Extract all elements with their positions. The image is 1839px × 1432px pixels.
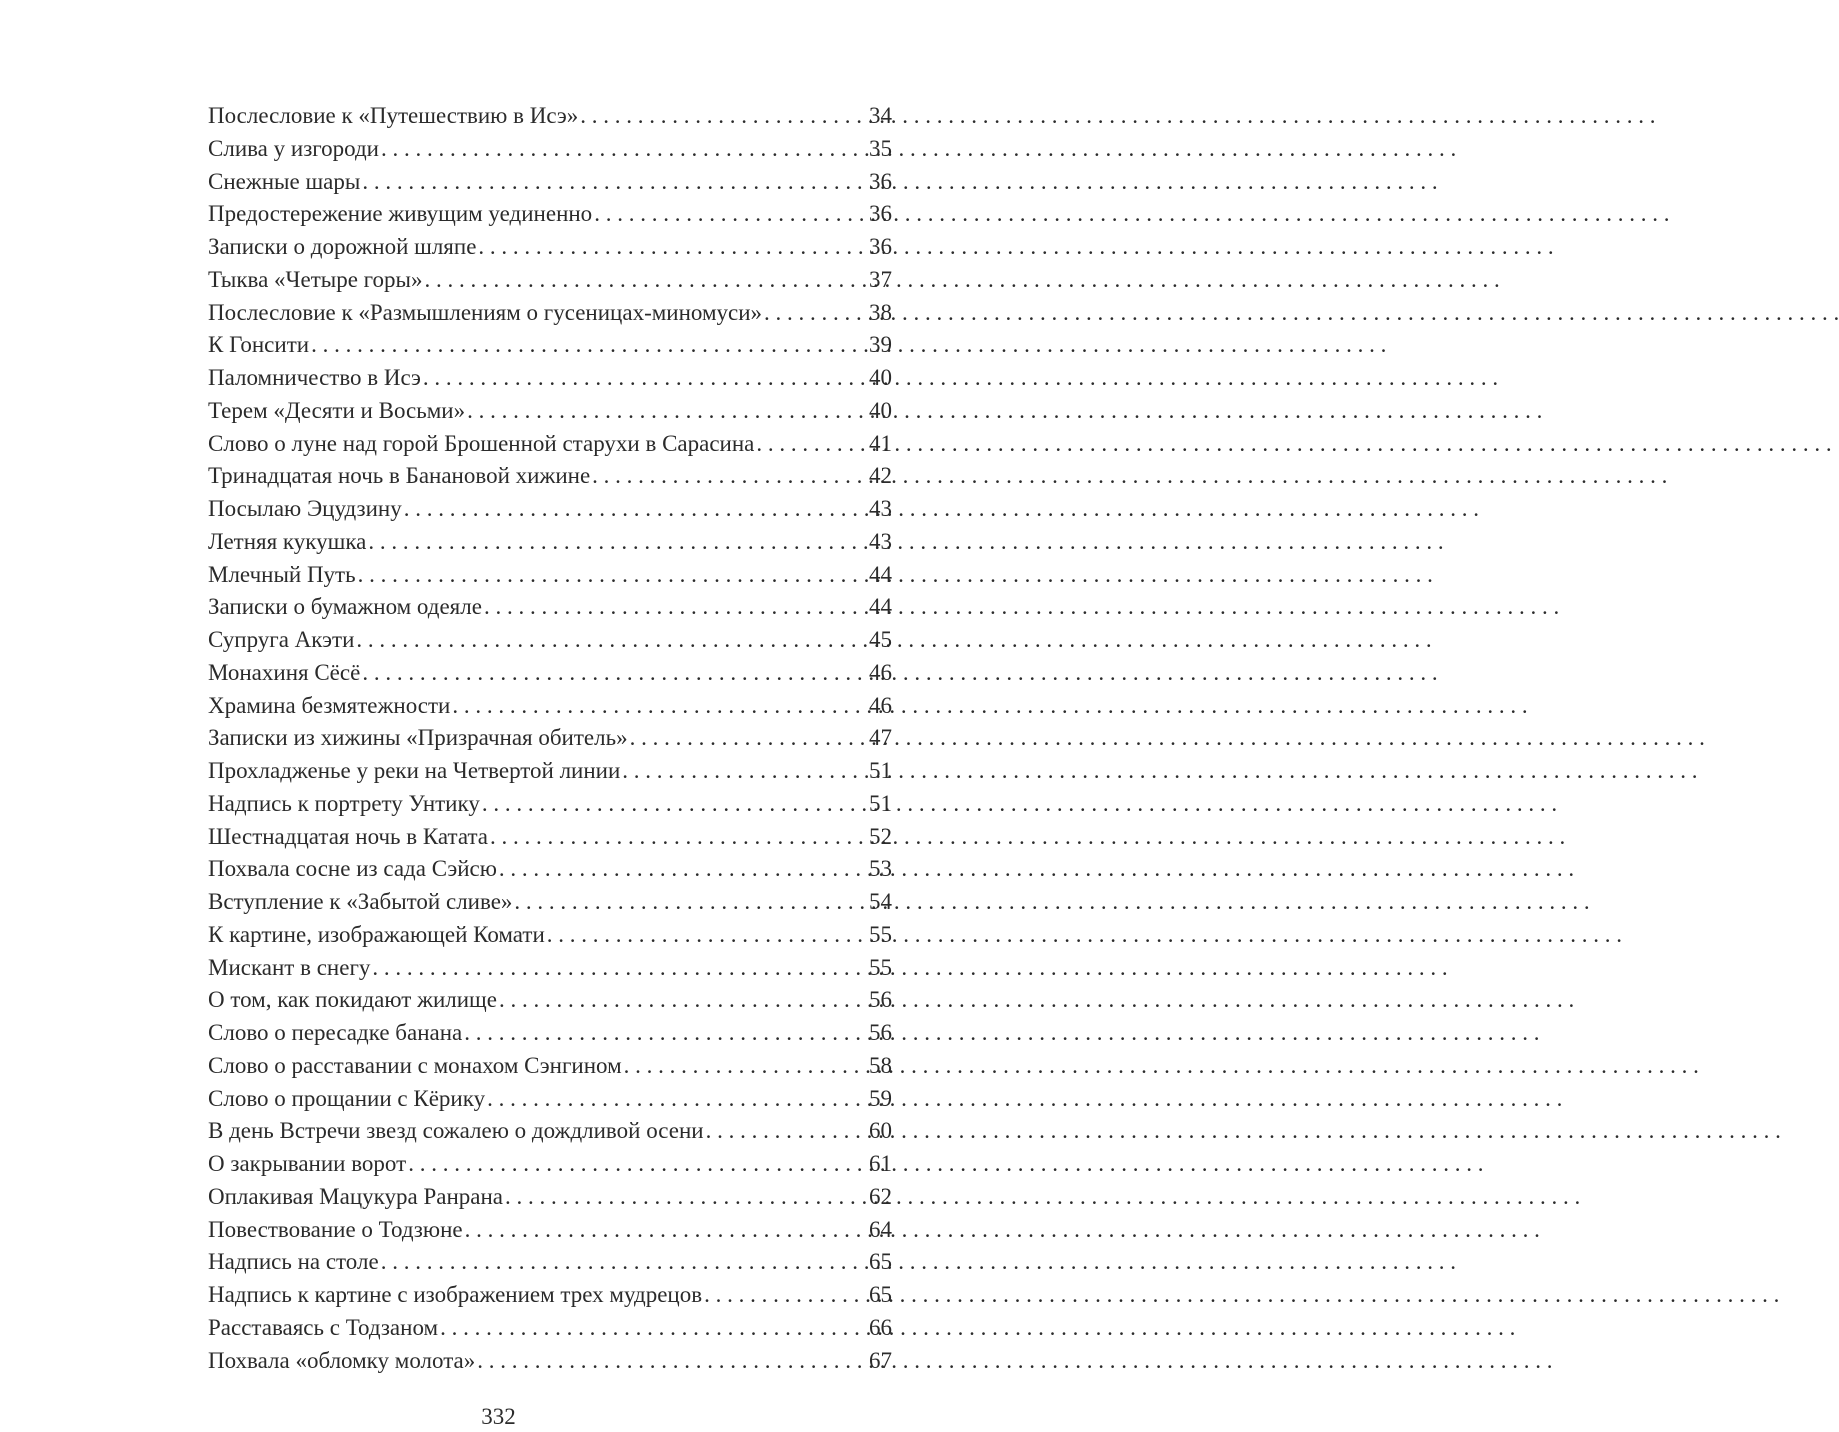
toc-entry bbox=[208, 329, 892, 362]
toc-entry bbox=[208, 1181, 892, 1214]
toc-entry bbox=[208, 1279, 892, 1312]
dot-leader bbox=[462, 1017, 869, 1050]
toc-entry bbox=[208, 100, 892, 133]
toc-entry-title: Тыква «Четыре горы» bbox=[208, 266, 423, 292]
toc-entry-page: 51 bbox=[869, 790, 892, 816]
toc-entry-page: 47 bbox=[869, 725, 892, 751]
toc-entry-page: 62 bbox=[869, 1183, 892, 1209]
toc-entry-title: Оплакивая Мацукура Ранрана bbox=[208, 1183, 503, 1209]
toc-entry bbox=[208, 657, 892, 690]
dot-leader bbox=[406, 1148, 869, 1181]
toc-entry bbox=[208, 952, 892, 985]
toc-entry-title: Записки о бумажном одеяле bbox=[208, 594, 482, 620]
toc-entry-title: Мискант в снегу bbox=[208, 954, 371, 980]
toc-entry bbox=[208, 821, 892, 854]
toc-entry-title: Надпись к картине с изображением трех мудрецов bbox=[208, 1282, 703, 1307]
toc-entry bbox=[208, 460, 892, 493]
toc-entry-page: 65 bbox=[869, 1249, 892, 1275]
dot-leader bbox=[628, 722, 869, 755]
page-number: 332 bbox=[481, 1404, 516, 1429]
toc-entry-page: 43 bbox=[869, 496, 892, 521]
toc-entry-page: 65 bbox=[869, 1282, 892, 1307]
toc-entry-page: 61 bbox=[869, 1151, 892, 1176]
toc-entry-title: В день Встречи звезд сожалею о дождливой осени bbox=[208, 1118, 704, 1144]
toc-entry-title: Слово о пересадке банана bbox=[208, 1020, 463, 1045]
toc-entry-page: 67 bbox=[869, 1347, 892, 1373]
toc-entry-page: 39 bbox=[869, 332, 892, 358]
toc-entry-title: Супруга Акэти bbox=[208, 627, 355, 652]
toc-entry-title: Вступление к «Забытой сливе» bbox=[208, 889, 513, 914]
toc-entry bbox=[208, 984, 892, 1017]
toc-entry-title: Записки из хижины «Призрачная обитель» bbox=[208, 725, 628, 751]
dot-leader bbox=[482, 591, 869, 624]
dot-leader bbox=[450, 690, 869, 723]
toc-entry-title: Монахиня Сёсё bbox=[208, 659, 361, 685]
toc-entry bbox=[208, 198, 892, 231]
toc-entry-title: Млечный Путь bbox=[208, 561, 356, 587]
toc-entry-title: Предостережение живущим уединенно bbox=[208, 201, 593, 227]
dot-leader bbox=[379, 1246, 869, 1279]
toc-entry-title: О том, как покидают жилище bbox=[208, 987, 497, 1013]
toc-entry-title: Послесловие к «Размышлениям о гусеницах-миномуси» bbox=[208, 299, 763, 325]
toc-entry-page: 34 bbox=[869, 103, 892, 128]
dot-leader bbox=[360, 166, 869, 199]
toc-entry bbox=[208, 559, 892, 592]
toc-entry bbox=[208, 1246, 892, 1279]
toc-entry bbox=[208, 1083, 892, 1116]
toc-entry bbox=[208, 493, 892, 526]
dot-leader bbox=[503, 1181, 869, 1214]
toc-entry bbox=[208, 264, 892, 297]
toc-entry-page: 41 bbox=[869, 430, 892, 456]
toc-entry-title: Повествование о Тодзюне bbox=[208, 1216, 463, 1242]
toc-entry-page: 52 bbox=[869, 823, 892, 849]
toc-entry bbox=[208, 362, 892, 395]
toc-entry-title: Снежные шары bbox=[208, 168, 361, 194]
toc-entry bbox=[208, 1050, 892, 1083]
dot-leader bbox=[465, 395, 869, 428]
toc-entry bbox=[208, 1345, 892, 1378]
toc-entry bbox=[208, 788, 892, 821]
toc-entry-page: 35 bbox=[869, 135, 892, 161]
toc-entry bbox=[208, 853, 892, 886]
dot-leader bbox=[488, 821, 869, 854]
dot-leader bbox=[545, 919, 869, 952]
toc-entry-page: 46 bbox=[869, 659, 892, 685]
toc-entry-page: 66 bbox=[869, 1314, 892, 1340]
dot-leader bbox=[590, 460, 869, 493]
toc-entry bbox=[208, 133, 892, 166]
toc-entry bbox=[208, 690, 892, 723]
toc-entry-title: Похвала «обломку молота» bbox=[208, 1347, 476, 1373]
toc-entry-page: 42 bbox=[869, 463, 892, 489]
toc-entry-title: К картине, изображающей Комати bbox=[208, 921, 545, 947]
toc-entry bbox=[208, 166, 892, 199]
dot-leader bbox=[485, 1083, 869, 1116]
toc-entry-page: 44 bbox=[869, 561, 892, 587]
toc-entry bbox=[208, 395, 892, 428]
dot-leader bbox=[356, 559, 869, 592]
dot-leader bbox=[463, 1214, 869, 1247]
table-of-contents bbox=[208, 100, 892, 1377]
toc-entry bbox=[208, 297, 892, 330]
dot-leader bbox=[379, 133, 869, 166]
dot-leader bbox=[622, 1050, 869, 1083]
toc-entry-title: Надпись на столе bbox=[208, 1249, 379, 1275]
dot-leader bbox=[704, 1115, 869, 1148]
toc-entry-title: Тринадцатая ночь в Банановой хижине bbox=[208, 463, 591, 489]
dot-leader bbox=[476, 231, 869, 264]
toc-entry-page: 36 bbox=[869, 168, 892, 194]
dot-leader bbox=[578, 100, 869, 133]
toc-entry-title: Прохладженье у реки на Четвертой линии bbox=[208, 758, 621, 783]
dot-leader bbox=[421, 362, 869, 395]
toc-entry-page: 40 bbox=[869, 397, 892, 423]
toc-entry-title: К Гонсити bbox=[208, 332, 310, 358]
toc-entry-title: Слово о луне над горой Брошенной старухи в Сарасина bbox=[208, 430, 755, 456]
toc-entry-page: 53 bbox=[869, 856, 892, 882]
dot-leader bbox=[480, 788, 869, 821]
toc-entry-page: 37 bbox=[869, 266, 892, 292]
toc-entry bbox=[208, 1148, 892, 1181]
toc-entry-title: Слово о прощании с Кёрику bbox=[208, 1085, 486, 1111]
toc-entry bbox=[208, 428, 892, 461]
toc-entry-title: О закрывании ворот bbox=[208, 1151, 407, 1176]
toc-entry-page: 59 bbox=[869, 1085, 892, 1111]
toc-entry-page: 44 bbox=[869, 594, 892, 620]
toc-entry bbox=[208, 755, 892, 788]
toc-entry bbox=[208, 231, 892, 264]
toc-entry-title: Записки о дорожной шляпе bbox=[208, 234, 477, 259]
dot-leader bbox=[592, 198, 869, 231]
dot-leader bbox=[360, 657, 869, 690]
toc-entry-title: Слива у изгороди bbox=[208, 135, 379, 161]
toc-entry-title: Расставаясь с Тодзаном bbox=[208, 1314, 439, 1340]
dot-leader bbox=[309, 329, 869, 362]
toc-entry bbox=[208, 526, 892, 559]
toc-entry-title: Послесловие к «Путешествию в Исэ» bbox=[208, 103, 579, 128]
toc-entry-page: 58 bbox=[869, 1052, 892, 1078]
toc-entry-page: 56 bbox=[869, 987, 892, 1013]
toc-entry-page: 45 bbox=[869, 627, 892, 652]
dot-leader bbox=[370, 952, 869, 985]
dot-leader bbox=[475, 1345, 869, 1378]
toc-entry-title: Посылаю Эцудзину bbox=[208, 496, 402, 521]
toc-entry-page: 55 bbox=[869, 954, 892, 980]
toc-entry-page: 38 bbox=[869, 299, 892, 325]
toc-entry-title: Летняя кукушка bbox=[208, 528, 367, 554]
toc-entry bbox=[208, 919, 892, 952]
toc-entry bbox=[208, 1214, 892, 1247]
dot-leader bbox=[497, 984, 869, 1017]
toc-entry-page: 46 bbox=[869, 692, 892, 718]
dot-leader bbox=[620, 755, 869, 788]
toc-entry-title: Похвала сосне из сада Сэйсю bbox=[208, 856, 497, 882]
toc-entry-page: 64 bbox=[869, 1216, 892, 1242]
dot-leader bbox=[366, 526, 869, 559]
toc-entry-page: 40 bbox=[869, 365, 892, 390]
dot-leader bbox=[702, 1279, 869, 1312]
dot-leader bbox=[512, 886, 869, 919]
dot-leader bbox=[402, 493, 869, 526]
dot-leader bbox=[354, 624, 869, 657]
toc-entry-page: 56 bbox=[869, 1020, 892, 1045]
toc-entry-page: 51 bbox=[869, 758, 892, 783]
toc-entry bbox=[208, 1017, 892, 1050]
toc-entry bbox=[208, 591, 892, 624]
toc-entry-page: 43 bbox=[869, 528, 892, 554]
toc-entry-page: 36 bbox=[869, 234, 892, 259]
toc-entry bbox=[208, 624, 892, 657]
toc-entry-title: Храмина безмятежности bbox=[208, 692, 451, 718]
toc-entry bbox=[208, 1312, 892, 1345]
toc-entry-page: 54 bbox=[869, 889, 892, 914]
dot-leader bbox=[438, 1312, 869, 1345]
dot-leader bbox=[762, 297, 869, 330]
toc-entry-title: Надпись к портрету Унтику bbox=[208, 790, 480, 816]
toc-entry-title: Терем «Десяти и Восьми» bbox=[208, 397, 466, 423]
toc-entry-title: Слово о расставании с монахом Сэнгином bbox=[208, 1052, 622, 1078]
toc-entry-title: Шестнадцатая ночь в Катата bbox=[208, 823, 489, 849]
dot-leader bbox=[422, 264, 869, 297]
dot-leader bbox=[754, 428, 869, 461]
toc-entry bbox=[208, 1115, 892, 1148]
toc-entry-title: Паломничество в Исэ bbox=[208, 365, 421, 390]
toc-entry-page: 55 bbox=[869, 921, 892, 947]
toc-entry bbox=[208, 722, 892, 755]
toc-entry bbox=[208, 886, 892, 919]
dot-leader bbox=[497, 853, 869, 886]
toc-entry-page: 60 bbox=[869, 1118, 892, 1144]
toc-entry-page: 36 bbox=[869, 201, 892, 227]
